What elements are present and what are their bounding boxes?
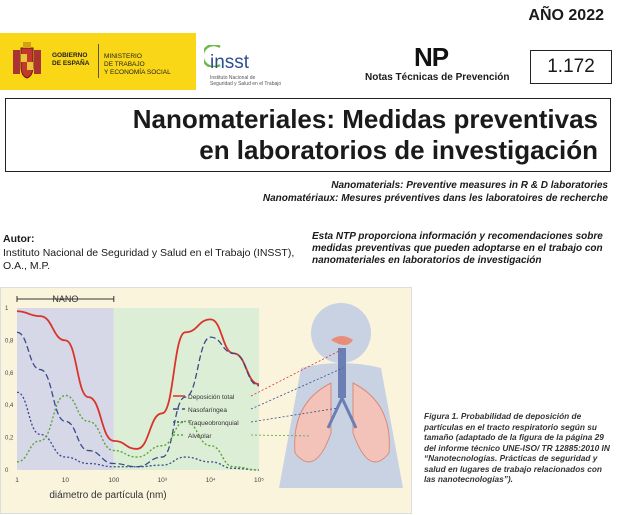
legend-label-total: Deposición total <box>188 394 235 401</box>
document-number: 1.172 <box>530 50 612 84</box>
divider <box>98 44 99 78</box>
subtitle-french: Nanomatériaux: Mesures préventives dans les laboratoires de recherche <box>262 193 608 204</box>
y-tick-label: 0,8 <box>5 338 14 345</box>
author-name: Instituto Nacional de Seguridad y Salud en el Trabajo (INSST), O.A., M.P. <box>3 247 295 272</box>
y-tick-label: 1 <box>5 306 9 312</box>
x-tick-label: 1 <box>15 477 19 484</box>
government-label: GOBIERNO DE ESPAÑA <box>52 52 90 67</box>
author-label: Autor: <box>3 233 35 245</box>
series-label: Notas Técnicas de Prevención <box>365 72 510 83</box>
legend-label-alveolar: Alveolar <box>188 433 212 440</box>
y-tick-label: 0,6 <box>5 370 14 377</box>
x-axis-label: diámetro de partícula (nm) <box>49 490 167 501</box>
subtitle-english: Nanomaterials: Preventive measures in R & D laboratories <box>331 180 608 191</box>
deposition-chart <box>1 288 411 513</box>
respiratory-tract-illustration <box>279 303 403 488</box>
nano-label: NANO <box>52 294 79 304</box>
ministry-label: MINISTERIO DE TRABAJO Y ECONOMÍA SOCIAL <box>104 53 171 76</box>
insst-subtitle: Instituto Nacional de Seguridad y Salud en el Trabajo <box>210 75 282 87</box>
insst-wordmark: insst <box>210 52 250 73</box>
figure <box>0 287 412 514</box>
x-tick-label: 10⁵ <box>254 477 264 484</box>
legend-label-nasal: Nasofaríngea <box>188 407 228 414</box>
nano-region-band <box>17 308 114 470</box>
trachea-shape <box>338 348 346 398</box>
page-title: Nanomateriales: Medidas preventivas en laboratorios de investigación <box>132 104 598 165</box>
x-tick-label: 100 <box>108 477 120 484</box>
coat-of-arms-icon <box>7 40 47 83</box>
legend-label-tracheo: Traqueobronquial <box>188 420 239 427</box>
y-tick-label: 0,2 <box>5 435 14 442</box>
figure-caption: Figura 1. Probabilidad de deposición de partículas en el tracto respiratorio según su tamaño (adaptado de la figura de la página 29 del informe técnico UNE-ISO/ TR 12885:2010 IN “Nanotecnologías. Prácticas de seguridad y salud en lugares de trabajo relacionados con las nanotecnologías”). <box>424 411 610 484</box>
x-tick-label: 10⁴ <box>205 477 216 484</box>
y-tick-label: 0 <box>5 468 9 474</box>
np-logo: NP <box>414 42 449 72</box>
x-tick-label: 10 <box>61 477 70 484</box>
x-tick-label: 10³ <box>157 477 167 484</box>
y-tick-label: 0,4 <box>5 403 14 410</box>
year-label: AÑO 2022 <box>528 7 604 24</box>
abstract: Esta NTP proporciona información y recomendaciones sobre medidas preventivas que pueden adoptarse en el trabajo con nanomateriales en laboratorios de investigación <box>312 231 603 266</box>
